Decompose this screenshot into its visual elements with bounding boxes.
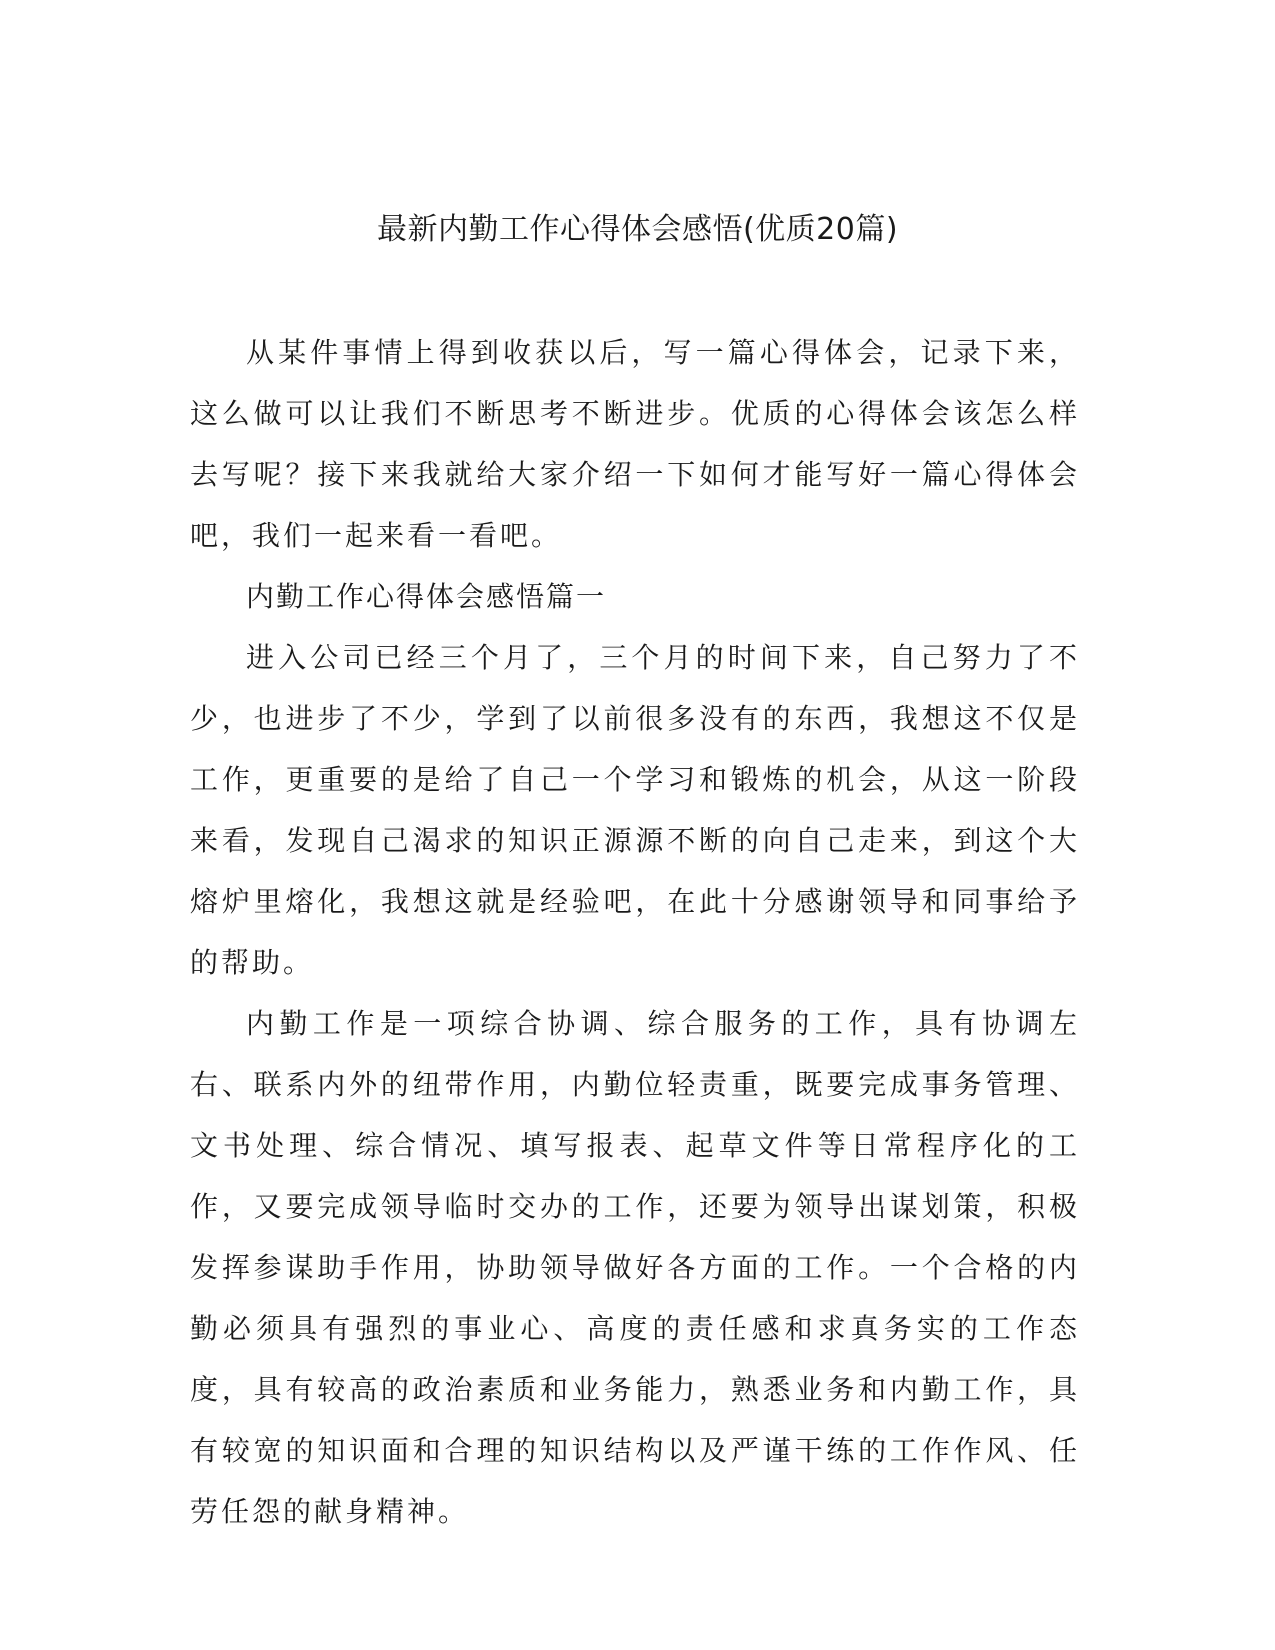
body-paragraph-2: 内勤工作是一项综合协调、综合服务的工作，具有协调左右、联系内外的纽带作用，内勤位轻责重，既要完成事务管理、文书处理、综合情况、填写报表、起草文件等日常程序化的工作，又要完成领导临时交办的工作，还要为领导出谋划策，积极发挥参谋助手作用，协助领导做好各方面的工作。一个合格的内勤必须具有强烈的事业心、高度的责任感和求真务实的工作态度，具有较高的政治素质和业务能力，熟悉业务和内勤工作，具有较宽的知识面和合理的知识结构以及严谨干练的工作作风、任劳任怨的献身精神。 (190, 1007, 1080, 1528)
intro-paragraph: 从某件事情上得到收获以后，写一篇心得体会，记录下来，这么做可以让我们不断思考不断进步。优质的心得体会该怎么样去写呢？接下来我就给大家介绍一下如何才能写好一篇心得体会吧，我们一起来看一看吧。 (190, 336, 1080, 552)
body-paragraph-1: 进入公司已经三个月了，三个月的时间下来，自己努力了不少，也进步了不少，学到了以前很多没有的东西，我想这不仅是工作，更重要的是给了自己一个学习和锻炼的机会，从这一阶段来看，发现自己渴求的知识正源源不断的向自己走来，到这个大熔炉里熔化，我想这就是经验吧，在此十分感谢领导和同事给予的帮助。 (190, 641, 1080, 979)
document-title: 最新内勤工作心得体会感悟(优质20篇) (376, 212, 899, 247)
document-body (190, 322, 1080, 1542)
section-heading: 内勤工作心得体会感悟篇一 (246, 580, 607, 613)
